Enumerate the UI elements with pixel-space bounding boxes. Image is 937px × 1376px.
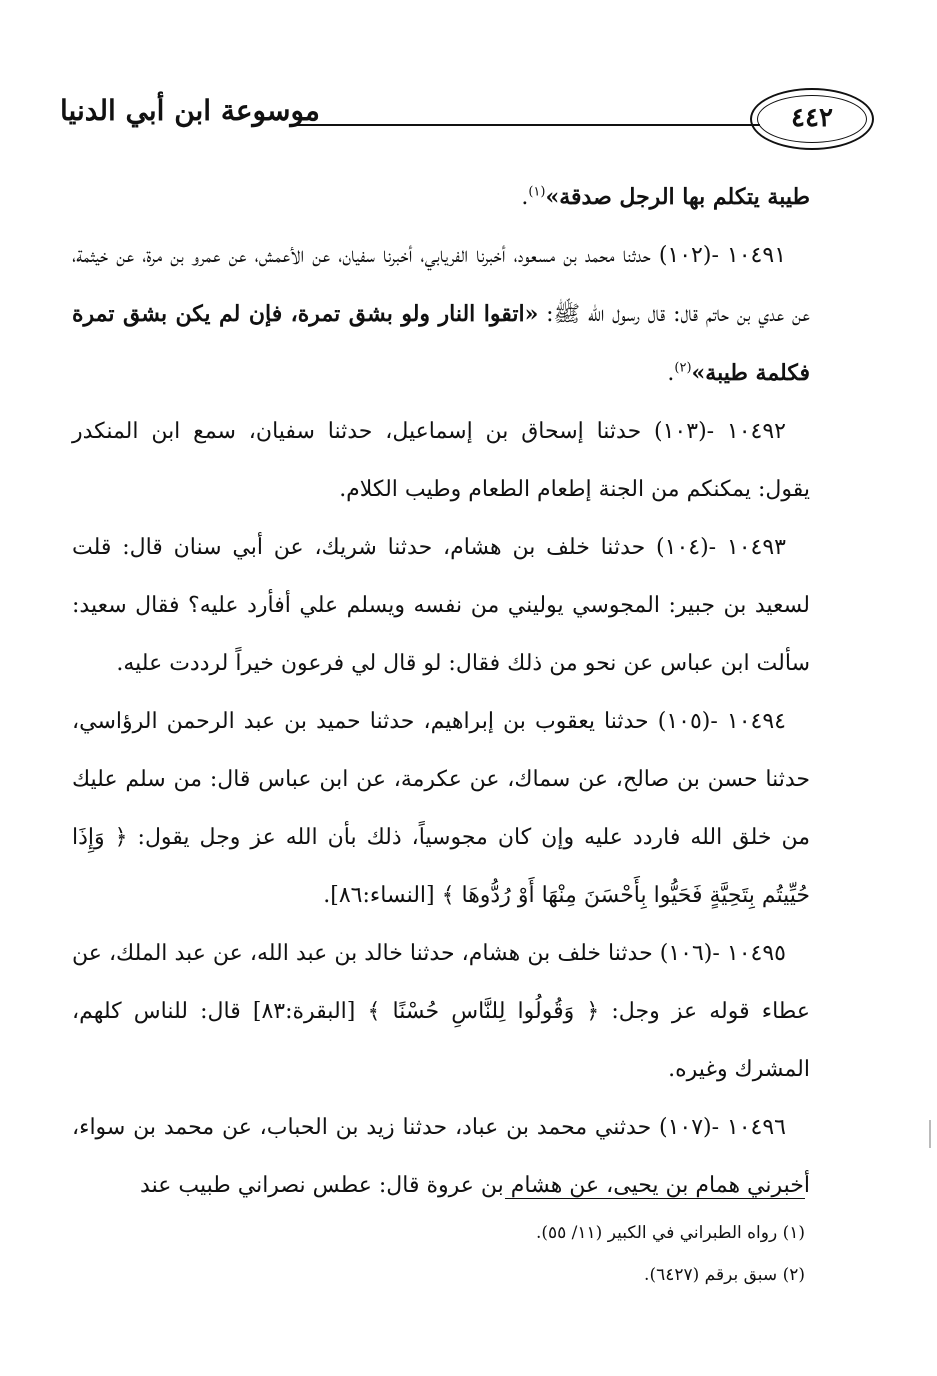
- paragraph: [72, 693, 810, 925]
- footnote-ref[interactable]: (٢): [674, 360, 692, 376]
- emphasized-text: طيبة يتكلم بها الرجل صدقة»: [545, 184, 810, 210]
- header-rule: [290, 124, 760, 126]
- footnote-ref[interactable]: (١): [528, 184, 546, 200]
- margin-mark: [929, 1120, 931, 1148]
- page-header: [60, 86, 833, 156]
- paragraph-text: ١٠٤٩٥ -(١٠٦) حدثنا خلف بن هشام، حدثنا خالد بن عبد الله، عن عبد الملك، عن عطاء قوله عز وجل: ﴿ وَقُولُوا لِلنَّاسِ حُسْنًا ﴾ [البقرة:٨٣] قال: للناس كلهم، المشرك وغيره.: [72, 941, 810, 1082]
- footnotes: [300, 1212, 805, 1296]
- footnote-1: (١) رواه الطبراني في الكبير (١١/ ٥٥).: [535, 1223, 805, 1243]
- book-title: موسوعة ابن أبي الدنيا: [60, 94, 320, 127]
- paragraph-text: ١٠٤٩١ -(١٠٢) حدثنا محمد بن مسعود، أخبرنا الفريابي، أخبرنا سفيان، عن الأعمش، عن عمرو بن مرة، عن خيثمة، عن عدي بن حاتم قال: قال رسول الله ﷺ:: [72, 243, 810, 327]
- main-text: [72, 168, 810, 1215]
- emphasized-text: «اتقوا النار ولو بشق تمرة، فإن لم يكن بشق تمرة فكلمة طيبة»: [72, 301, 810, 386]
- paragraph-text: ١٠٤٩٦ -(١٠٧) حدثني محمد بن عباد، حدثنا زيد بن الحباب، عن محمد بن سواء، أخبرني همام بن يحيى، عن هشام بن عروة قال: عطس نصراني طبيب عند: [72, 1115, 810, 1198]
- paragraph-text: .: [521, 185, 529, 210]
- paragraph: [72, 227, 810, 403]
- paragraph-text: .: [667, 361, 675, 386]
- paragraph: [72, 519, 810, 693]
- footnote-separator: [505, 1198, 805, 1199]
- paragraph: [72, 403, 810, 519]
- paragraph-text: ١٠٤٩٣ -(١٠٤) حدثنا خلف بن هشام، حدثنا شريك، عن أبي سنان قال: قلت لسعيد بن جبير: المجوسي يوليني من نفسه ويسلم علي أفأرد عليه؟ فقال سعيد: سألت ابن عباس عن نحو من ذلك فقال: لو قال لي فرعون خيراً لرددت عليه.: [72, 535, 810, 676]
- page-number: ٤٤٢: [791, 103, 833, 133]
- paragraph: [72, 168, 810, 227]
- page-number-oval: [750, 88, 874, 150]
- paragraph-text: ١٠٤٩٢ -(١٠٣) حدثنا إسحاق بن إسماعيل، حدثنا سفيان، سمع ابن المنكدر يقول: يمكنكم من الجنة إطعام الطعام وطيب الكلام.: [72, 419, 810, 502]
- paragraph-text: ١٠٤٩٤ -(١٠٥) حدثنا يعقوب بن إبراهيم، حدثنا حميد بن عبد الرحمن الرؤاسي، حدثنا حسن بن صالح، عن سماك، عن عكرمة، عن ابن عباس قال: من سلم عليك من خلق الله فاردد عليه وإن كان مجوسياً، ذلك بأن الله عز وجل يقول: ﴿ وَإِذَا حُيِّيتُم بِتَحِيَّةٍ فَحَيُّوا بِأَحْسَنَ مِنْهَا أَوْ رُدُّوهَا ﴾ [النساء:٨٦].: [72, 709, 810, 908]
- paragraph: [72, 925, 810, 1099]
- footnote-2: (٢) سبق برقم (٦٤٢٧).: [644, 1265, 805, 1285]
